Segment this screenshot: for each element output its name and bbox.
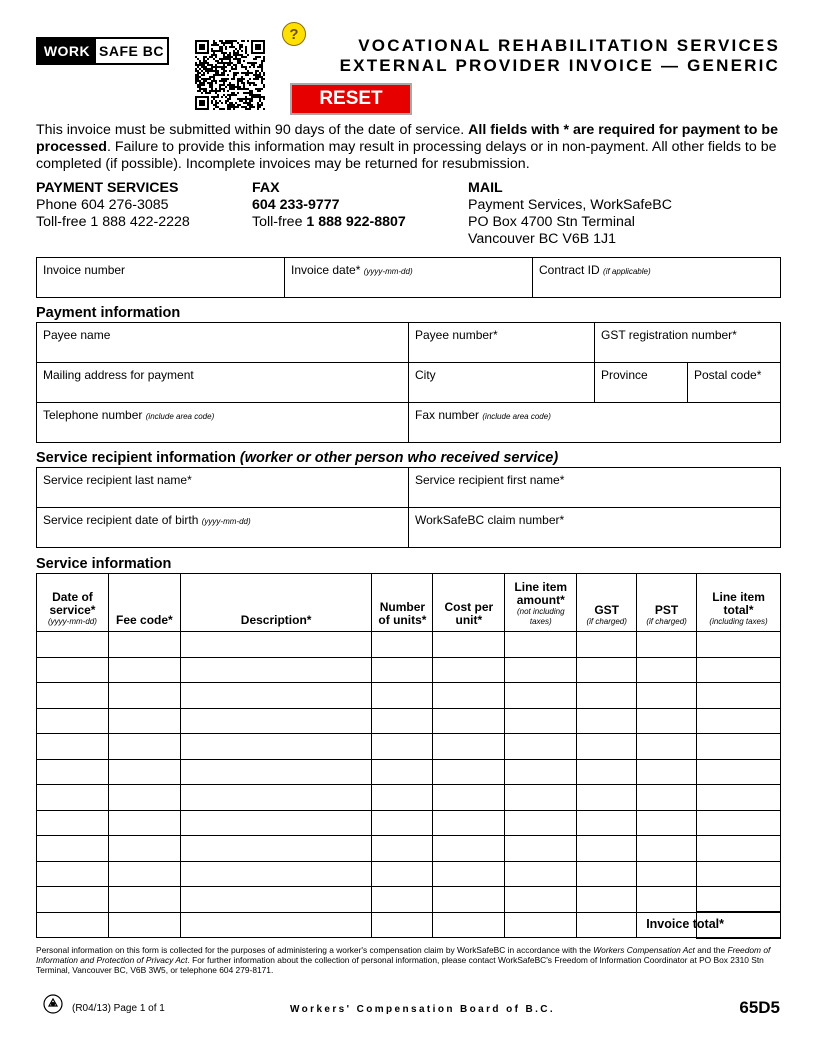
fax-field[interactable] xyxy=(409,403,781,443)
table-cell-input[interactable] xyxy=(697,810,781,836)
table-cell-input[interactable] xyxy=(37,912,109,938)
table-cell-input[interactable] xyxy=(433,912,505,938)
table-cell-input[interactable] xyxy=(433,810,505,836)
qr-code-image xyxy=(195,40,265,110)
table-cell-input[interactable] xyxy=(37,836,109,862)
table-cell-input[interactable] xyxy=(37,657,109,683)
table-cell-input[interactable] xyxy=(637,657,697,683)
table-cell-input[interactable] xyxy=(37,759,109,785)
table-cell-input[interactable] xyxy=(433,836,505,862)
fax-tollfree-prefix: Toll-free xyxy=(252,214,307,230)
table-cell-input[interactable] xyxy=(372,657,433,683)
mail-contact xyxy=(468,180,672,248)
table-cell-input[interactable] xyxy=(637,887,697,913)
table-cell-input[interactable] xyxy=(180,759,372,785)
column-header xyxy=(108,574,180,632)
column-header-label: Line item amount* xyxy=(514,580,568,607)
column-header-label: PST xyxy=(654,603,679,617)
invoice-date-label: Invoice date* xyxy=(291,263,361,277)
table-cell-input[interactable] xyxy=(372,912,433,938)
table-cell-input[interactable] xyxy=(37,708,109,734)
mail-line1: Payment Services, WorkSafeBC xyxy=(468,197,672,213)
table-row xyxy=(37,708,781,734)
privacy-text-3: . For further information about the collection of personal information, please contact WorkSafeBC's Freedom of Information Coordinator at PO Box 2310 Stn Terminal, Vancouver BC, V6B 3W5, or telephone 604 279-8171. xyxy=(36,955,764,975)
table-cell-input[interactable] xyxy=(108,912,180,938)
table-cell-input[interactable] xyxy=(108,887,180,913)
fax-label: Fax number xyxy=(415,408,480,422)
table-cell-input[interactable] xyxy=(637,759,697,785)
table-cell-input[interactable] xyxy=(108,861,180,887)
province-field[interactable] xyxy=(595,363,688,403)
help-icon[interactable]: ? xyxy=(282,22,306,46)
claim-number-field[interactable] xyxy=(409,508,781,548)
table-cell-input[interactable] xyxy=(505,734,577,760)
invoice-total-field[interactable] xyxy=(696,911,781,939)
column-header xyxy=(577,574,637,632)
column-header xyxy=(505,574,577,632)
table-cell-input[interactable] xyxy=(637,708,697,734)
table-cell-input[interactable] xyxy=(372,708,433,734)
mail-line2: PO Box 4700 Stn Terminal xyxy=(468,214,635,230)
table-row xyxy=(37,657,781,683)
table-cell-input[interactable] xyxy=(108,836,180,862)
gst-number-label: GST registration number* xyxy=(601,328,737,342)
table-cell-input[interactable] xyxy=(697,734,781,760)
table-row xyxy=(37,683,781,709)
table-cell-input[interactable] xyxy=(577,759,637,785)
fax-contact xyxy=(252,180,406,231)
form-title xyxy=(340,36,780,76)
table-cell-input[interactable] xyxy=(372,836,433,862)
table-cell-input[interactable] xyxy=(637,734,697,760)
table-cell-input[interactable] xyxy=(433,683,505,709)
payment-services-heading: PAYMENT SERVICES xyxy=(36,180,179,196)
table-cell-input[interactable] xyxy=(577,785,637,811)
table-cell-input[interactable] xyxy=(697,785,781,811)
intro-text-1: This invoice must be submitted within 90 days of the date of service. xyxy=(36,122,469,138)
table-cell-input[interactable] xyxy=(637,810,697,836)
table-row xyxy=(37,836,781,862)
payee-name-label: Payee name xyxy=(43,328,111,342)
table-cell-input[interactable] xyxy=(180,683,372,709)
payee-name-field[interactable] xyxy=(37,323,409,363)
column-header-label: Date of service* xyxy=(49,590,96,617)
column-header xyxy=(180,574,372,632)
recipient-dob-label: Service recipient date of birth xyxy=(43,513,199,527)
table-cell-input[interactable] xyxy=(372,734,433,760)
table-cell-input[interactable] xyxy=(637,785,697,811)
form-code: 65D5 xyxy=(739,998,780,1017)
mailing-address-label: Mailing address for payment xyxy=(43,368,194,382)
table-cell-input[interactable] xyxy=(180,632,372,658)
postal-code-field[interactable] xyxy=(688,363,781,403)
table-cell-input[interactable] xyxy=(505,912,577,938)
table-cell-input[interactable] xyxy=(433,708,505,734)
table-cell-input[interactable] xyxy=(697,836,781,862)
privacy-act-1: Workers Compensation Act xyxy=(593,945,695,955)
recipient-dob-hint: (yyyy-mm-dd) xyxy=(201,517,251,526)
table-cell-input[interactable] xyxy=(697,632,781,658)
invoice-number-label: Invoice number xyxy=(43,263,126,277)
logo-safe-text: SAFE BC xyxy=(99,43,164,59)
reset-button[interactable]: RESET xyxy=(290,83,412,115)
table-cell-input[interactable] xyxy=(505,785,577,811)
table-cell-input[interactable] xyxy=(577,861,637,887)
mail-heading: MAIL xyxy=(468,180,503,196)
contract-id-hint: (if applicable) xyxy=(603,267,651,276)
service-info-title: Service information xyxy=(36,556,172,572)
column-header-hint: (including taxes) xyxy=(709,617,768,626)
service-table xyxy=(36,573,781,938)
table-cell-input[interactable] xyxy=(180,708,372,734)
table-row xyxy=(37,785,781,811)
telephone-field[interactable] xyxy=(37,403,409,443)
table-row xyxy=(37,810,781,836)
recipient-first-name-field[interactable] xyxy=(409,468,781,508)
contract-id-label: Contract ID xyxy=(539,263,600,277)
table-cell-input[interactable] xyxy=(697,887,781,913)
table-cell-input[interactable] xyxy=(37,734,109,760)
table-cell-input[interactable] xyxy=(372,810,433,836)
table-cell-input[interactable] xyxy=(372,887,433,913)
footer-organization: Workers' Compensation Board of B.C. xyxy=(290,1004,556,1015)
privacy-text-2: and the xyxy=(694,945,728,955)
column-header xyxy=(37,574,109,632)
table-row xyxy=(37,734,781,760)
table-cell-input[interactable] xyxy=(697,759,781,785)
recipient-info-table xyxy=(36,467,781,548)
table-cell-input[interactable] xyxy=(108,683,180,709)
contract-id-field[interactable] xyxy=(533,258,781,298)
worksafebc-logo xyxy=(36,37,169,65)
city-label: City xyxy=(415,368,436,382)
table-cell-input[interactable] xyxy=(505,887,577,913)
column-header xyxy=(697,574,781,632)
table-cell-input[interactable] xyxy=(433,657,505,683)
recipient-last-name-label: Service recipient last name* xyxy=(43,473,192,487)
intro-required-text: All fields with * are required for payment to be processed xyxy=(36,122,778,155)
column-header-label: Number of units* xyxy=(378,600,427,627)
table-cell-input[interactable] xyxy=(505,810,577,836)
column-header-label: Description* xyxy=(240,613,312,627)
table-cell-input[interactable] xyxy=(108,759,180,785)
table-cell-input[interactable] xyxy=(577,810,637,836)
table-cell-input[interactable] xyxy=(108,785,180,811)
column-header-hint: (if charged) xyxy=(646,617,687,626)
table-cell-input[interactable] xyxy=(433,887,505,913)
payment-services-phone: Phone 604 276-3085 xyxy=(36,197,169,213)
recipient-info-title-text: Service recipient information xyxy=(36,450,240,466)
service-table-header xyxy=(37,574,781,632)
table-cell-input[interactable] xyxy=(108,734,180,760)
table-cell-input[interactable] xyxy=(637,683,697,709)
province-label: Province xyxy=(601,368,648,382)
table-cell-input[interactable] xyxy=(372,683,433,709)
table-cell-input[interactable] xyxy=(697,708,781,734)
privacy-text-1: Personal information on this form is collected for the purposes of administering a worker's compensation claim by WorkSafeBC in accordance with the xyxy=(36,945,594,955)
table-cell-input[interactable] xyxy=(505,836,577,862)
table-cell-input[interactable] xyxy=(697,657,781,683)
service-table-body xyxy=(37,632,781,938)
table-cell-input[interactable] xyxy=(505,759,577,785)
table-cell-input[interactable] xyxy=(697,861,781,887)
column-header xyxy=(372,574,433,632)
intro-paragraph xyxy=(36,122,778,173)
form-title-line2: EXTERNAL PROVIDER INVOICE — GENERIC xyxy=(339,56,780,75)
invoice-total-label: Invoice total* xyxy=(646,917,724,931)
table-row xyxy=(37,759,781,785)
table-cell-input[interactable] xyxy=(108,708,180,734)
table-cell-input[interactable] xyxy=(577,734,637,760)
privacy-act-2: Freedom of Information and Protection of Privacy Act xyxy=(36,945,771,965)
column-header xyxy=(637,574,697,632)
table-cell-input[interactable] xyxy=(37,785,109,811)
table-cell-input[interactable] xyxy=(433,785,505,811)
table-cell-input[interactable] xyxy=(372,861,433,887)
privacy-notice xyxy=(36,945,781,975)
table-cell-input[interactable] xyxy=(180,912,372,938)
payee-number-field[interactable] xyxy=(409,323,595,363)
table-row xyxy=(37,861,781,887)
payee-number-label: Payee number* xyxy=(415,328,498,342)
table-row xyxy=(37,887,781,913)
intro-text-2: . Failure to provide this information may result in processing delays or in non-payment. All other fields to be completed (if possible). Incomplete invoices may be returned for resubmission. xyxy=(36,139,777,172)
table-cell-input[interactable] xyxy=(180,734,372,760)
table-cell-input[interactable] xyxy=(180,785,372,811)
invoice-date-field[interactable] xyxy=(285,258,533,298)
column-header-label: GST xyxy=(594,603,620,617)
payment-services-tollfree: Toll-free 1 888 422-2228 xyxy=(36,214,190,230)
table-cell-input[interactable] xyxy=(577,887,637,913)
table-cell-input[interactable] xyxy=(37,887,109,913)
column-header-hint: (if charged) xyxy=(586,617,627,626)
logo-work-text: WORK xyxy=(38,39,96,63)
table-cell-input[interactable] xyxy=(108,632,180,658)
table-cell-input[interactable] xyxy=(637,836,697,862)
table-cell-input[interactable] xyxy=(577,683,637,709)
footer-revision: (R04/13) Page 1 of 1 xyxy=(72,1003,165,1014)
form-title-line1: VOCATIONAL REHABILITATION SERVICES xyxy=(358,36,780,55)
invoice-header-table xyxy=(36,257,781,298)
payment-info-title: Payment information xyxy=(36,305,181,321)
table-cell-input[interactable] xyxy=(180,810,372,836)
fax-tollfree-number: 1 888 922-8807 xyxy=(306,214,406,230)
column-header xyxy=(433,574,505,632)
table-cell-input[interactable] xyxy=(505,683,577,709)
recipient-last-name-field[interactable] xyxy=(37,468,409,508)
payment-info-table xyxy=(36,322,781,443)
table-cell-input[interactable] xyxy=(180,836,372,862)
payment-services-contact xyxy=(36,180,190,231)
table-cell-input[interactable] xyxy=(637,632,697,658)
table-cell-input[interactable] xyxy=(433,632,505,658)
column-header-label: Cost per unit* xyxy=(444,600,494,627)
claim-number-label: WorkSafeBC claim number* xyxy=(415,513,565,527)
recipient-info-title-italic: (worker or other person who received service) xyxy=(239,450,559,466)
fax-heading: FAX xyxy=(252,180,280,196)
recycle-icon xyxy=(42,993,64,1015)
table-cell-input[interactable] xyxy=(180,657,372,683)
postal-code-label: Postal code* xyxy=(694,368,762,382)
invoice-date-hint: (yyyy-mm-dd) xyxy=(363,267,413,276)
table-cell-input[interactable] xyxy=(577,708,637,734)
table-cell-input[interactable] xyxy=(108,657,180,683)
table-cell-input[interactable] xyxy=(505,632,577,658)
fax-hint: (include area code) xyxy=(482,412,551,421)
table-cell-input[interactable] xyxy=(108,810,180,836)
table-cell-input[interactable] xyxy=(505,708,577,734)
table-cell-input[interactable] xyxy=(577,836,637,862)
gst-number-field[interactable] xyxy=(595,323,781,363)
table-cell-input[interactable] xyxy=(180,861,372,887)
table-cell-input[interactable] xyxy=(637,861,697,887)
mailing-address-field[interactable] xyxy=(37,363,409,403)
table-cell-input[interactable] xyxy=(577,632,637,658)
column-header-label: Line item total* xyxy=(712,590,765,617)
table-cell-input[interactable] xyxy=(577,657,637,683)
table-row xyxy=(37,632,781,658)
recipient-dob-field[interactable] xyxy=(37,508,409,548)
telephone-label: Telephone number xyxy=(43,408,143,422)
table-cell-input[interactable] xyxy=(433,759,505,785)
mail-line3: Vancouver BC V6B 1J1 xyxy=(468,231,616,247)
table-cell-input[interactable] xyxy=(505,861,577,887)
fax-tollfree xyxy=(252,214,406,231)
column-header-hint: (not including taxes) xyxy=(516,607,565,626)
invoice-number-field[interactable] xyxy=(37,258,285,298)
table-cell-input[interactable] xyxy=(697,683,781,709)
table-cell-input[interactable] xyxy=(37,683,109,709)
table-cell-input[interactable] xyxy=(372,632,433,658)
column-header-hint: (yyyy-mm-dd) xyxy=(48,617,97,626)
column-header-label: Fee code* xyxy=(116,613,173,627)
telephone-hint: (include area code) xyxy=(145,412,215,421)
table-cell-input[interactable] xyxy=(505,657,577,683)
recipient-info-title xyxy=(36,450,558,466)
city-field[interactable] xyxy=(409,363,595,403)
table-cell-input[interactable] xyxy=(180,887,372,913)
recipient-first-name-label: Service recipient first name* xyxy=(415,473,565,487)
table-cell-input[interactable] xyxy=(433,861,505,887)
table-cell-input[interactable] xyxy=(37,632,109,658)
table-cell-input[interactable] xyxy=(577,912,637,938)
fax-number: 604 233-9777 xyxy=(252,197,340,213)
table-cell-input[interactable] xyxy=(37,810,109,836)
table-cell-input[interactable] xyxy=(372,785,433,811)
table-cell-input[interactable] xyxy=(433,734,505,760)
table-cell-input[interactable] xyxy=(372,759,433,785)
table-cell-input[interactable] xyxy=(37,861,109,887)
